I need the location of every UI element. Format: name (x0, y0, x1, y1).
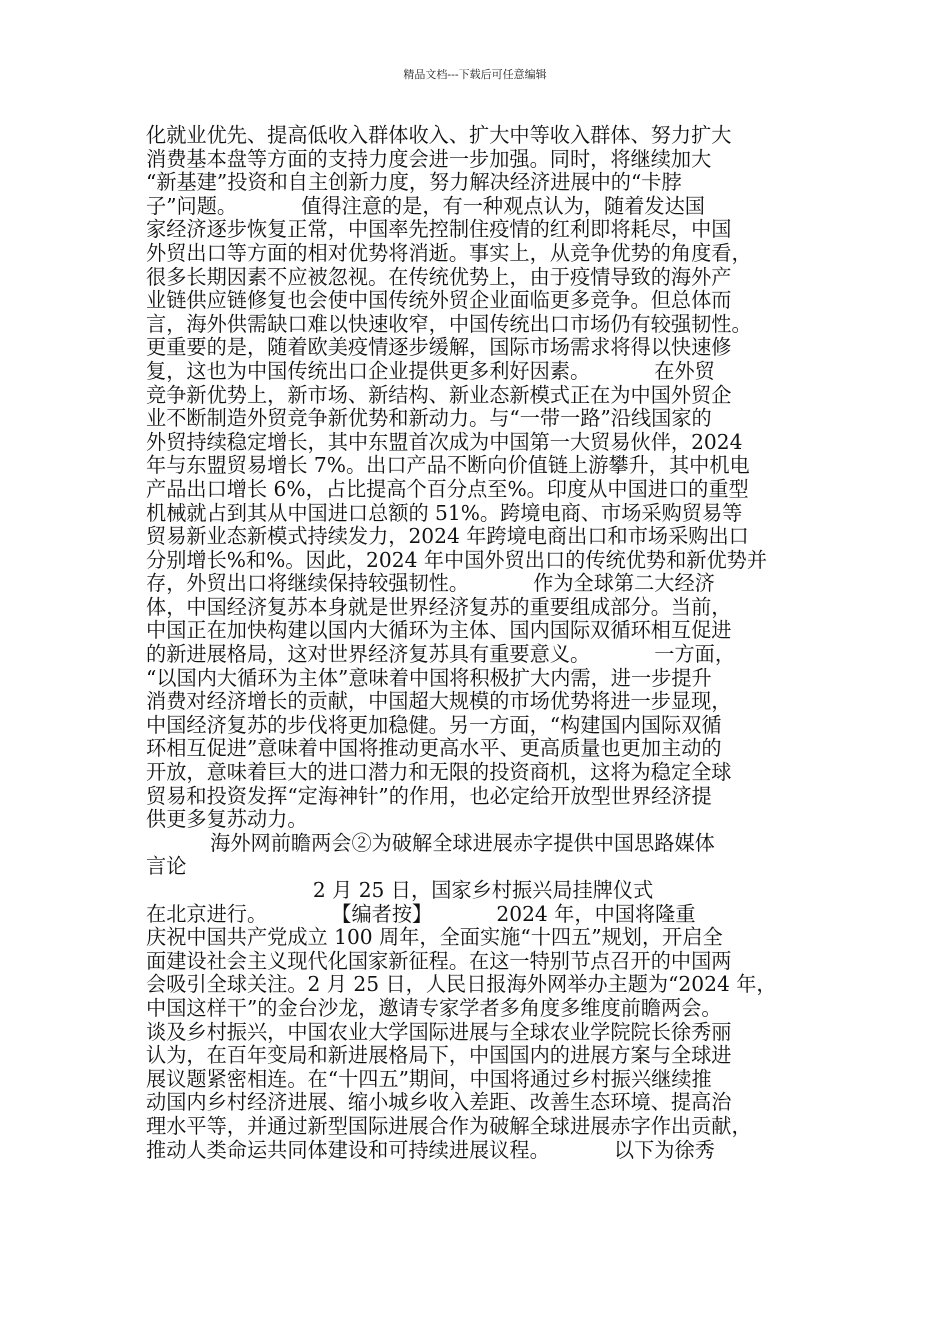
text-line: 业不断制造外贸竞争新优势和新动力。与“一带一路”沿线国家的 (146, 406, 712, 431)
text-line: 产品出口增长 6%，占比提高个百分点至%。印度从中国进口的重型 (146, 476, 749, 501)
text-line: 谈及乡村振兴，中国农业大学国际进展与全球农业学院院长徐秀丽 (146, 1019, 732, 1044)
text-line: 竞争新优势上，新市场、新结构、新业态新模式正在为中国外贸企 (146, 382, 732, 407)
text-line: 动国内乡村经济进展、缩小城乡收入差距、改善生态环境、提高治 (146, 1090, 732, 1115)
text-line: 理水平等，并通过新型国际进展合作为破解全球进展赤字作出贡献， (146, 1113, 752, 1138)
text-line: 复，这也为中国传统出口企业提供更多利好因素。 在外贸 (146, 358, 715, 383)
text-line: “以国内大循环为主体”意味着中国将积极扩大内需，进一步提升 (146, 665, 712, 690)
text-line: 贸易新业态新模式持续发力，2024 年跨境电商出口和市场采购出口 (146, 524, 749, 549)
text-line: 消费基本盘等方面的支持力度会进一步加强。同时，将继续加大 (146, 146, 712, 171)
text-line: 的新进展格局，这对世界经济复苏具有重要意义。 一方面， (146, 642, 736, 667)
text-line: 在北京进行。 【编者按】 2024 年，中国将隆重 (146, 901, 696, 926)
text-line: 家经济逐步恢复正常，中国率先控制住疫情的红利即将耗尽，中国 (146, 217, 732, 242)
text-line: 开放，意味着巨大的进口潜力和无限的投资商机，这将为稳定全球 (146, 760, 732, 785)
text-line: 环相互促进”意味着中国将推动更高水平、更高质量也更加主动的 (146, 736, 722, 761)
text-line: 消费对经济增长的贡献，中国超大规模的市场优势将进一步显现， (146, 689, 732, 714)
text-line: 很多长期因素不应被忽视。在传统优势上，由于疫情导致的海外产 (146, 264, 732, 289)
text-line: 子”问题。 值得注意的是，有一种观点认为，随着发达国 (146, 193, 705, 218)
body-text (146, 124, 826, 1162)
text-line: 化就业优先、提高低收入群体收入、扩大中等收入群体、努力扩大 (146, 123, 732, 147)
text-line: 机械就占到其从中国进口总额的 51%。跨境电商、市场采购贸易等 (146, 500, 743, 525)
text-line: 言，海外供需缺口难以快速收窄，中国传统出口市场仍有较强韧性。 (146, 311, 752, 336)
text-line: “新基建”投资和自主创新力度，努力解决经济进展中的“卡脖 (146, 170, 682, 195)
text-line: 年与东盟贸易增长 7%。出口产品不断向价值链上游攀升，其中机电 (146, 453, 750, 478)
text-line: 业链供应链修复也会使中国传统外贸企业面临更多竞争。但总体而 (146, 288, 732, 313)
text-line: 中国经济复苏的步伐将更加稳健。另一方面，“构建国内国际双循 (146, 712, 722, 737)
text-line: 展议题紧密相连。在“十四五”期间，中国将通过乡村振兴继续推 (146, 1066, 712, 1091)
text-line: 言论 (146, 854, 187, 879)
text-line: 更重要的是，随着欧美疫情逐步缓解，国际市场需求将得以快速修 (146, 335, 732, 360)
text-line: 中国正在加快构建以国内大循环为主体、国内国际双循环相互促进 (146, 618, 732, 643)
text-line: 面建设社会主义现代化国家新征程。在这一特别节点召开的中国两 (146, 948, 732, 973)
text-line: 存，外贸出口将继续保持较强韧性。 作为全球第二大经济 (146, 571, 715, 596)
text-line: 体，中国经济复苏本身就是世界经济复苏的重要组成部分。当前， (146, 594, 732, 619)
page-header: 精品文档---下载后可任意编辑 (403, 68, 547, 81)
text-line: 推动人类命运共同体建设和可持续进展议程。 以下为徐秀 (146, 1137, 715, 1162)
text-line: 认为，在百年变局和新进展格局下，中国国内的进展方案与全球进 (146, 1043, 732, 1068)
text-line: 分别增长%和%。因此，2024 年中国外贸出口的传统优势和新优势并 (146, 547, 768, 572)
text-line: 海外网前瞻两会②为破解全球进展赤字提供中国思路媒体 (146, 830, 715, 855)
text-line: 供更多复苏动力。 (146, 807, 308, 832)
text-line: 外贸出口等方面的相对优势将消逝。事实上，从竞争优势的角度看， (146, 240, 752, 265)
text-line: 会吸引全球关注。2 月 25 日，人民日报海外网举办主题为“2024 年， (146, 972, 777, 997)
text-line: 外贸持续稳定增长，其中东盟首次成为中国第一大贸易伙伴，2024 (146, 429, 743, 454)
text-line: 2 月 25 日，国家乡村振兴局挂牌仪式 (146, 878, 654, 902)
text-line: 贸易和投资发挥“定海神针”的作用，也必定给开放型世界经济提 (146, 783, 712, 808)
text-line: 中国这样干”的金台沙龙，邀请专家学者多角度多维度前瞻两会。 (146, 995, 722, 1020)
text-line: 庆祝中国共产党成立 100 周年，全面实施“十四五”规划，开启全 (146, 925, 723, 950)
